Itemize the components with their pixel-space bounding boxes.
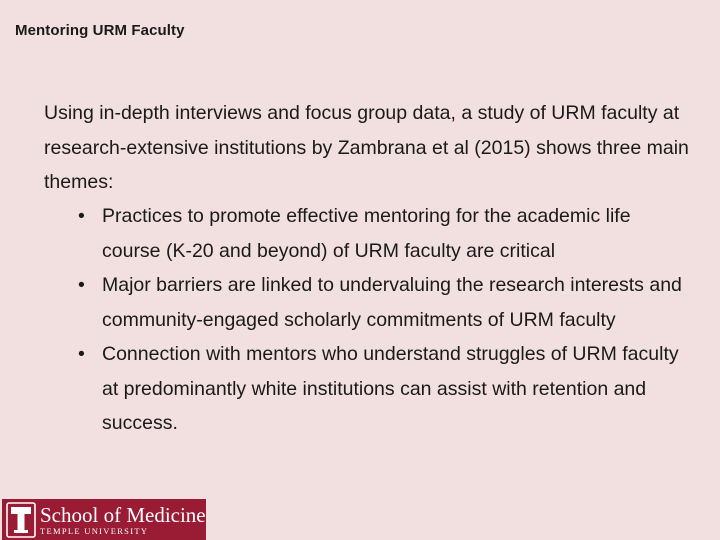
slide-title: Mentoring URM Faculty — [15, 22, 185, 39]
theme-list — [78, 199, 688, 441]
theme-text: Practices to promote effective mentoring for the academic life course (K-20 and beyond) of URM faculty are critical — [102, 205, 631, 262]
logo-name: School of Medicine — [40, 502, 206, 527]
temple-t-icon — [6, 502, 36, 538]
logo-subtitle: TEMPLE UNIVERSITY — [40, 525, 149, 536]
bullet-icon: • — [78, 343, 85, 365]
bullet-icon: • — [78, 274, 85, 296]
theme-item — [78, 199, 688, 268]
theme-item — [78, 337, 688, 441]
bullet-icon: • — [78, 205, 85, 227]
theme-text: Major barriers are linked to undervaluing the research interests and community-engaged scholarly commitments of URM faculty — [102, 274, 682, 331]
theme-text: Connection with mentors who understand struggles of URM faculty at predominantly white institutions can assist with retention and success. — [102, 343, 679, 434]
intro-paragraph: Using in-depth interviews and focus group data, a study of URM faculty at research-extensive institutions by Zambrana et al (2015) shows three main themes: — [44, 102, 689, 193]
school-logo — [2, 499, 206, 540]
theme-item — [78, 268, 688, 337]
logo-text — [40, 504, 206, 536]
